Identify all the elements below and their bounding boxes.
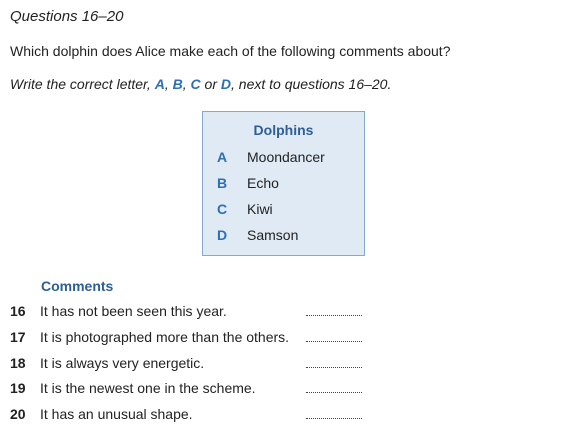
instruction-suffix: , next to questions 16–20. (231, 76, 392, 92)
comment-row-19 (0, 380, 574, 400)
dolphin-option-c (203, 201, 364, 221)
question-number: 20 (10, 406, 26, 422)
answer-blank-17[interactable] (306, 341, 362, 342)
comment-row-17 (0, 329, 574, 349)
section-heading: Questions 16–20 (10, 8, 124, 25)
answer-blank-19[interactable] (306, 392, 362, 393)
dolphin-option-a (203, 149, 364, 169)
question-number: 17 (10, 329, 26, 345)
comment-row-20 (0, 406, 574, 426)
comment-text: It is photographed more than the others. (40, 329, 290, 345)
dolphin-name: Samson (247, 227, 299, 243)
question-number: 19 (10, 380, 26, 396)
comment-row-18 (0, 355, 574, 375)
dolphin-letter: D (217, 227, 228, 243)
instruction-sep-2: , (182, 76, 191, 92)
comment-text: It has an unusual shape. (40, 406, 193, 422)
instruction-text (10, 76, 391, 92)
dolphin-letter: B (217, 175, 228, 191)
instruction-sep-3: or (200, 76, 221, 92)
answer-blank-16[interactable] (306, 315, 362, 316)
dolphin-name: Kiwi (247, 201, 273, 217)
instruction-sep-1: , (164, 76, 173, 92)
instruction-prefix: Write the correct letter, (10, 76, 155, 92)
question-number: 16 (10, 303, 26, 319)
dolphin-option-b (203, 175, 364, 195)
comments-heading: Comments (41, 278, 114, 294)
dolphins-box (202, 111, 365, 256)
comment-text: It is always very energetic. (40, 355, 205, 371)
dolphins-title: Dolphins (253, 122, 314, 138)
instruction-letter-c: C (190, 76, 201, 92)
dolphin-letter: C (217, 201, 228, 217)
dolphin-option-d (203, 227, 364, 247)
dolphin-letter: A (217, 149, 228, 165)
comment-text: It has not been seen this year. (40, 303, 227, 319)
question-number: 18 (10, 355, 26, 371)
answer-blank-20[interactable] (306, 418, 362, 419)
dolphin-name: Moondancer (247, 149, 325, 165)
instruction-letter-a: A (154, 76, 165, 92)
comment-row-16 (0, 303, 574, 323)
question-text: Which dolphin does Alice make each of the following comments about? (10, 43, 451, 59)
instruction-letter-b: B (172, 76, 183, 92)
answer-blank-18[interactable] (306, 367, 362, 368)
dolphin-name: Echo (247, 175, 279, 191)
comment-text: It is the newest one in the scheme. (40, 380, 256, 396)
instruction-letter-d: D (220, 76, 232, 92)
